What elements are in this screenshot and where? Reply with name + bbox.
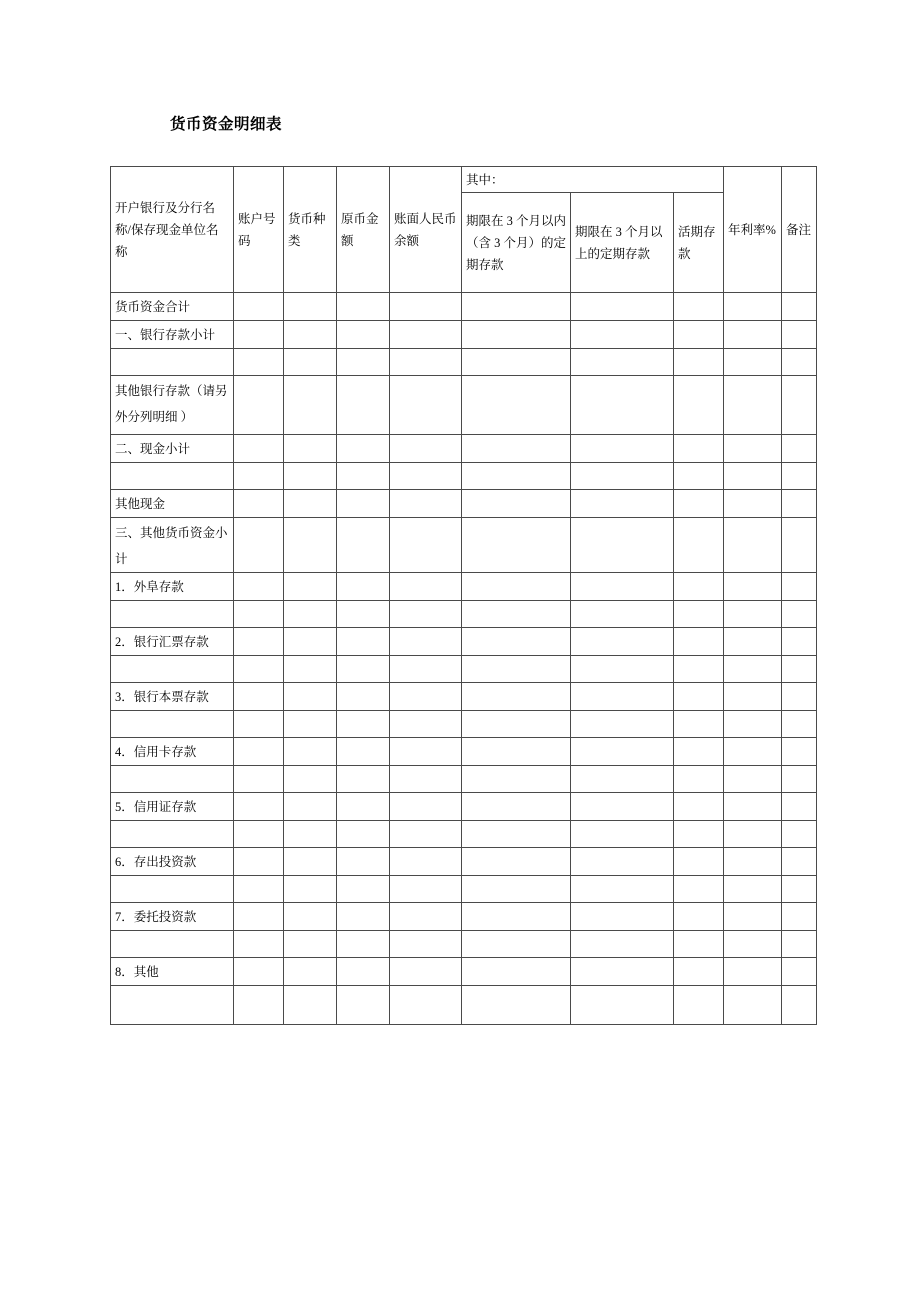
cell-demand-deposit[interactable] — [674, 683, 724, 711]
cell-annual-rate[interactable] — [724, 986, 782, 1025]
cell-remark[interactable] — [782, 931, 817, 958]
header-row-group — [111, 167, 817, 193]
cell-original-amount[interactable] — [337, 656, 390, 683]
cell-term-over-3-months[interactable] — [571, 463, 674, 490]
cell-annual-rate[interactable] — [724, 349, 782, 376]
table-row — [111, 490, 817, 518]
cell-original-amount[interactable] — [337, 349, 390, 376]
cell-book-rmb-balance[interactable] — [390, 958, 462, 986]
cell-account-number[interactable] — [234, 848, 284, 876]
cell-remark[interactable] — [782, 656, 817, 683]
table-row — [111, 628, 817, 656]
cell-account-number[interactable] — [234, 793, 284, 821]
cell-book-rmb-balance[interactable] — [390, 435, 462, 463]
cell-demand-deposit[interactable] — [674, 848, 724, 876]
cell-remark[interactable] — [782, 876, 817, 903]
cell-annual-rate[interactable] — [724, 656, 782, 683]
cell-book-rmb-balance[interactable] — [390, 766, 462, 793]
row-label-cell — [111, 766, 234, 793]
cell-account-number[interactable] — [234, 376, 284, 435]
cell-term-within-3-months[interactable] — [462, 931, 571, 958]
table-row — [111, 293, 817, 321]
cell-account-number[interactable] — [234, 490, 284, 518]
table-row — [111, 321, 817, 349]
cell-original-amount[interactable] — [337, 573, 390, 601]
cell-term-over-3-months[interactable] — [571, 876, 674, 903]
cell-original-amount[interactable] — [337, 711, 390, 738]
cell-currency-type[interactable] — [284, 349, 337, 376]
cell-account-number[interactable] — [234, 349, 284, 376]
cell-currency-type[interactable] — [284, 821, 337, 848]
table-row — [111, 876, 817, 903]
cell-currency-type[interactable] — [284, 656, 337, 683]
header-cell-remark: 备注 — [782, 167, 817, 293]
cell-currency-type[interactable] — [284, 876, 337, 903]
cell-term-within-3-months[interactable] — [462, 573, 571, 601]
cell-term-within-3-months[interactable] — [462, 738, 571, 766]
cell-term-within-3-months[interactable] — [462, 293, 571, 321]
cell-original-amount[interactable] — [337, 293, 390, 321]
cell-term-within-3-months[interactable] — [462, 490, 571, 518]
cell-demand-deposit[interactable] — [674, 463, 724, 490]
cell-currency-type[interactable] — [284, 931, 337, 958]
row-label-cell: 1．外阜存款 — [111, 573, 234, 601]
cell-term-within-3-months[interactable] — [462, 321, 571, 349]
cell-original-amount[interactable] — [337, 376, 390, 435]
cell-account-number[interactable] — [234, 986, 284, 1025]
cell-annual-rate[interactable] — [724, 376, 782, 435]
cell-remark[interactable] — [782, 321, 817, 349]
cell-book-rmb-balance[interactable] — [390, 573, 462, 601]
cell-annual-rate[interactable] — [724, 435, 782, 463]
cell-currency-type[interactable] — [284, 986, 337, 1025]
cell-book-rmb-balance[interactable] — [390, 463, 462, 490]
monetary-funds-table-wrapper — [110, 166, 816, 1025]
cell-account-number[interactable] — [234, 683, 284, 711]
cell-book-rmb-balance[interactable] — [390, 903, 462, 931]
cell-remark[interactable] — [782, 601, 817, 628]
cell-term-over-3-months[interactable] — [571, 573, 674, 601]
row-label-cell: 3．银行本票存款 — [111, 683, 234, 711]
cell-original-amount[interactable] — [337, 903, 390, 931]
cell-term-over-3-months[interactable] — [571, 435, 674, 463]
cell-remark[interactable] — [782, 766, 817, 793]
cell-original-amount[interactable] — [337, 931, 390, 958]
cell-demand-deposit[interactable] — [674, 986, 724, 1025]
row-label-cell: 7．委托投资款 — [111, 903, 234, 931]
cell-book-rmb-balance[interactable] — [390, 876, 462, 903]
table-row — [111, 986, 817, 1025]
cell-currency-type[interactable] — [284, 518, 337, 573]
cell-demand-deposit[interactable] — [674, 793, 724, 821]
row-label-cell: 其他现金 — [111, 490, 234, 518]
cell-account-number[interactable] — [234, 463, 284, 490]
cell-original-amount[interactable] — [337, 435, 390, 463]
cell-remark[interactable] — [782, 628, 817, 656]
cell-term-over-3-months[interactable] — [571, 793, 674, 821]
cell-book-rmb-balance[interactable] — [390, 738, 462, 766]
cell-account-number[interactable] — [234, 518, 284, 573]
cell-term-over-3-months[interactable] — [571, 738, 674, 766]
table-body — [111, 293, 817, 1025]
cell-account-number[interactable] — [234, 321, 284, 349]
cell-term-within-3-months[interactable] — [462, 821, 571, 848]
cell-demand-deposit[interactable] — [674, 376, 724, 435]
table-row — [111, 711, 817, 738]
cell-original-amount[interactable] — [337, 321, 390, 349]
cell-currency-type[interactable] — [284, 903, 337, 931]
cell-annual-rate[interactable] — [724, 903, 782, 931]
cell-original-amount[interactable] — [337, 986, 390, 1025]
cell-annual-rate[interactable] — [724, 738, 782, 766]
cell-term-over-3-months[interactable] — [571, 376, 674, 435]
row-label-cell: 5．信用证存款 — [111, 793, 234, 821]
cell-remark[interactable] — [782, 793, 817, 821]
row-label-cell: 6．存出投资款 — [111, 848, 234, 876]
cell-original-amount[interactable] — [337, 876, 390, 903]
cell-book-rmb-balance[interactable] — [390, 518, 462, 573]
cell-term-within-3-months[interactable] — [462, 376, 571, 435]
cell-currency-type[interactable] — [284, 848, 337, 876]
cell-remark[interactable] — [782, 293, 817, 321]
cell-term-within-3-months[interactable] — [462, 766, 571, 793]
table-row — [111, 683, 817, 711]
cell-original-amount[interactable] — [337, 518, 390, 573]
cell-term-over-3-months[interactable] — [571, 903, 674, 931]
cell-term-within-3-months[interactable] — [462, 793, 571, 821]
cell-original-amount[interactable] — [337, 766, 390, 793]
cell-book-rmb-balance[interactable] — [390, 628, 462, 656]
cell-original-amount[interactable] — [337, 848, 390, 876]
cell-annual-rate[interactable] — [724, 490, 782, 518]
cell-account-number[interactable] — [234, 573, 284, 601]
cell-annual-rate[interactable] — [724, 958, 782, 986]
cell-annual-rate[interactable] — [724, 793, 782, 821]
cell-annual-rate[interactable] — [724, 821, 782, 848]
cell-demand-deposit[interactable] — [674, 349, 724, 376]
cell-demand-deposit[interactable] — [674, 931, 724, 958]
cell-original-amount[interactable] — [337, 628, 390, 656]
cell-term-within-3-months[interactable] — [462, 848, 571, 876]
header-cell-group-of-which: 其中： — [462, 167, 724, 193]
cell-book-rmb-balance[interactable] — [390, 848, 462, 876]
cell-book-rmb-balance[interactable] — [390, 683, 462, 711]
cell-demand-deposit[interactable] — [674, 821, 724, 848]
cell-currency-type[interactable] — [284, 738, 337, 766]
cell-currency-type[interactable] — [284, 463, 337, 490]
cell-annual-rate[interactable] — [724, 711, 782, 738]
cell-account-number[interactable] — [234, 903, 284, 931]
cell-remark[interactable] — [782, 518, 817, 573]
cell-remark[interactable] — [782, 463, 817, 490]
table-row — [111, 793, 817, 821]
cell-term-within-3-months[interactable] — [462, 463, 571, 490]
cell-demand-deposit[interactable] — [674, 656, 724, 683]
row-label-cell: 三、其他货币资金小计 — [111, 518, 234, 573]
row-label-cell — [111, 711, 234, 738]
cell-book-rmb-balance[interactable] — [390, 656, 462, 683]
cell-book-rmb-balance[interactable] — [390, 601, 462, 628]
cell-annual-rate[interactable] — [724, 876, 782, 903]
header-cell-account-number: 账户号码 — [234, 167, 284, 293]
cell-demand-deposit[interactable] — [674, 628, 724, 656]
cell-term-within-3-months[interactable] — [462, 986, 571, 1025]
cell-book-rmb-balance[interactable] — [390, 376, 462, 435]
cell-account-number[interactable] — [234, 821, 284, 848]
cell-term-within-3-months[interactable] — [462, 628, 571, 656]
cell-demand-deposit[interactable] — [674, 490, 724, 518]
cell-demand-deposit[interactable] — [674, 321, 724, 349]
cell-annual-rate[interactable] — [724, 628, 782, 656]
cell-remark[interactable] — [782, 573, 817, 601]
cell-annual-rate[interactable] — [724, 321, 782, 349]
table-row — [111, 903, 817, 931]
cell-demand-deposit[interactable] — [674, 518, 724, 573]
cell-remark[interactable] — [782, 490, 817, 518]
cell-term-over-3-months[interactable] — [571, 931, 674, 958]
row-label-cell: 2．银行汇票存款 — [111, 628, 234, 656]
cell-demand-deposit[interactable] — [674, 903, 724, 931]
cell-currency-type[interactable] — [284, 293, 337, 321]
row-label-cell — [111, 463, 234, 490]
cell-annual-rate[interactable] — [724, 601, 782, 628]
table-row — [111, 766, 817, 793]
cell-remark[interactable] — [782, 349, 817, 376]
cell-currency-type[interactable] — [284, 683, 337, 711]
cell-term-over-3-months[interactable] — [571, 601, 674, 628]
cell-book-rmb-balance[interactable] — [390, 821, 462, 848]
row-label-cell — [111, 656, 234, 683]
cell-remark[interactable] — [782, 376, 817, 435]
header-cell-demand-deposit: 活期存款 — [674, 193, 724, 293]
row-label-cell: 货币资金合计 — [111, 293, 234, 321]
cell-demand-deposit[interactable] — [674, 766, 724, 793]
table-row — [111, 435, 817, 463]
table-row — [111, 573, 817, 601]
cell-term-over-3-months[interactable] — [571, 349, 674, 376]
cell-original-amount[interactable] — [337, 821, 390, 848]
cell-remark[interactable] — [782, 435, 817, 463]
cell-annual-rate[interactable] — [724, 293, 782, 321]
row-label-cell: 一、银行存款小计 — [111, 321, 234, 349]
cell-remark[interactable] — [782, 738, 817, 766]
header-cell-original-amount: 原币金额 — [337, 167, 390, 293]
cell-book-rmb-balance[interactable] — [390, 711, 462, 738]
cell-term-over-3-months[interactable] — [571, 628, 674, 656]
cell-original-amount[interactable] — [337, 490, 390, 518]
header-cell-currency-type: 货币种类 — [284, 167, 337, 293]
cell-demand-deposit[interactable] — [674, 435, 724, 463]
cell-currency-type[interactable] — [284, 711, 337, 738]
table-row — [111, 848, 817, 876]
row-label-cell: 二、现金小计 — [111, 435, 234, 463]
cell-currency-type[interactable] — [284, 793, 337, 821]
cell-term-within-3-months[interactable] — [462, 601, 571, 628]
cell-account-number[interactable] — [234, 876, 284, 903]
cell-term-over-3-months[interactable] — [571, 848, 674, 876]
cell-term-over-3-months[interactable] — [571, 293, 674, 321]
cell-annual-rate[interactable] — [724, 463, 782, 490]
cell-book-rmb-balance[interactable] — [390, 349, 462, 376]
row-label-cell — [111, 931, 234, 958]
cell-original-amount[interactable] — [337, 958, 390, 986]
cell-account-number[interactable] — [234, 601, 284, 628]
cell-account-number[interactable] — [234, 435, 284, 463]
cell-remark[interactable] — [782, 986, 817, 1025]
cell-account-number[interactable] — [234, 656, 284, 683]
table-row — [111, 518, 817, 573]
cell-currency-type[interactable] — [284, 573, 337, 601]
cell-remark[interactable] — [782, 958, 817, 986]
cell-book-rmb-balance[interactable] — [390, 293, 462, 321]
cell-term-over-3-months[interactable] — [571, 683, 674, 711]
cell-demand-deposit[interactable] — [674, 958, 724, 986]
cell-book-rmb-balance[interactable] — [390, 793, 462, 821]
cell-account-number[interactable] — [234, 711, 284, 738]
cell-term-within-3-months[interactable] — [462, 958, 571, 986]
cell-annual-rate[interactable] — [724, 683, 782, 711]
cell-demand-deposit[interactable] — [674, 573, 724, 601]
cell-demand-deposit[interactable] — [674, 738, 724, 766]
cell-annual-rate[interactable] — [724, 518, 782, 573]
cell-remark[interactable] — [782, 848, 817, 876]
cell-remark[interactable] — [782, 821, 817, 848]
cell-remark[interactable] — [782, 711, 817, 738]
row-label-cell — [111, 601, 234, 628]
cell-currency-type[interactable] — [284, 766, 337, 793]
cell-demand-deposit[interactable] — [674, 711, 724, 738]
cell-remark[interactable] — [782, 683, 817, 711]
cell-demand-deposit[interactable] — [674, 601, 724, 628]
cell-annual-rate[interactable] — [724, 848, 782, 876]
cell-book-rmb-balance[interactable] — [390, 931, 462, 958]
cell-term-over-3-months[interactable] — [571, 656, 674, 683]
cell-original-amount[interactable] — [337, 738, 390, 766]
cell-account-number[interactable] — [234, 958, 284, 986]
cell-term-within-3-months[interactable] — [462, 903, 571, 931]
header-cell-term-within-3-months: 期限在 3 个月以内（含 3 个月）的定期存款 — [462, 193, 571, 293]
row-label-cell — [111, 876, 234, 903]
cell-remark[interactable] — [782, 903, 817, 931]
page-title: 货币资金明细表 — [170, 115, 283, 133]
cell-term-over-3-months[interactable] — [571, 321, 674, 349]
table-row — [111, 349, 817, 376]
table-row — [111, 738, 817, 766]
table-row — [111, 656, 817, 683]
table-row — [111, 601, 817, 628]
cell-term-over-3-months[interactable] — [571, 766, 674, 793]
table-row — [111, 931, 817, 958]
header-cell-bank-name: 开户银行及分行名称/保存现金单位名称 — [111, 167, 234, 293]
cell-currency-type[interactable] — [284, 490, 337, 518]
cell-term-over-3-months[interactable] — [571, 711, 674, 738]
cell-currency-type[interactable] — [284, 321, 337, 349]
table-row — [111, 463, 817, 490]
row-label-cell: 其他银行存款（请另外分列明细 ） — [111, 376, 234, 435]
cell-currency-type[interactable] — [284, 376, 337, 435]
row-label-cell — [111, 821, 234, 848]
cell-term-within-3-months[interactable] — [462, 711, 571, 738]
row-label-cell — [111, 349, 234, 376]
cell-annual-rate[interactable] — [724, 931, 782, 958]
cell-term-within-3-months[interactable] — [462, 656, 571, 683]
cell-term-over-3-months[interactable] — [571, 986, 674, 1025]
cell-term-within-3-months[interactable] — [462, 876, 571, 903]
cell-term-over-3-months[interactable] — [571, 958, 674, 986]
cell-currency-type[interactable] — [284, 628, 337, 656]
row-label-cell — [111, 986, 234, 1025]
cell-annual-rate[interactable] — [724, 766, 782, 793]
cell-annual-rate[interactable] — [724, 573, 782, 601]
table-row — [111, 821, 817, 848]
cell-demand-deposit[interactable] — [674, 876, 724, 903]
table-row — [111, 958, 817, 986]
cell-currency-type[interactable] — [284, 601, 337, 628]
header-cell-annual-rate: 年利率% — [724, 167, 782, 293]
cell-book-rmb-balance[interactable] — [390, 986, 462, 1025]
cell-book-rmb-balance[interactable] — [390, 321, 462, 349]
cell-original-amount[interactable] — [337, 793, 390, 821]
cell-term-within-3-months[interactable] — [462, 518, 571, 573]
header-cell-book-rmb-balance: 账面人民币余额 — [390, 167, 462, 293]
cell-account-number[interactable] — [234, 293, 284, 321]
cell-term-over-3-months[interactable] — [571, 490, 674, 518]
cell-account-number[interactable] — [234, 766, 284, 793]
cell-book-rmb-balance[interactable] — [390, 490, 462, 518]
table-row — [111, 376, 817, 435]
cell-account-number[interactable] — [234, 738, 284, 766]
row-label-cell: 8．其他 — [111, 958, 234, 986]
header-cell-term-over-3-months: 期限在 3 个月以上的定期存款 — [571, 193, 674, 293]
cell-original-amount[interactable] — [337, 601, 390, 628]
cell-term-within-3-months[interactable] — [462, 683, 571, 711]
cell-account-number[interactable] — [234, 628, 284, 656]
cell-original-amount[interactable] — [337, 683, 390, 711]
cell-account-number[interactable] — [234, 931, 284, 958]
cell-original-amount[interactable] — [337, 463, 390, 490]
cell-demand-deposit[interactable] — [674, 293, 724, 321]
monetary-funds-table — [110, 166, 817, 1025]
cell-currency-type[interactable] — [284, 435, 337, 463]
table-head — [111, 167, 817, 293]
cell-currency-type[interactable] — [284, 958, 337, 986]
row-label-cell: 4．信用卡存款 — [111, 738, 234, 766]
cell-term-over-3-months[interactable] — [571, 821, 674, 848]
cell-term-within-3-months[interactable] — [462, 435, 571, 463]
cell-term-over-3-months[interactable] — [571, 518, 674, 573]
cell-term-within-3-months[interactable] — [462, 349, 571, 376]
